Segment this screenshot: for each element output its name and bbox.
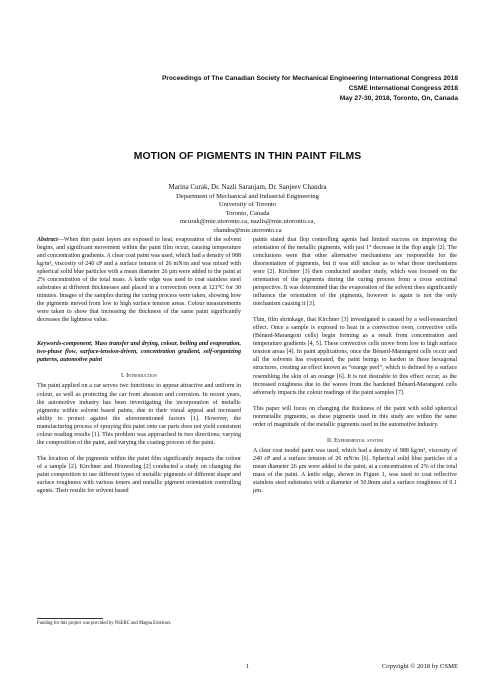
paper-title: MOTION OF PIGMENTS IN THIN PAINT FILMS	[133, 151, 362, 162]
keywords: Keywords-component; Mass transfer and drying, colour, boiling and evaporation, two-phase flow, surface-tension-driven, concentration gradient, self-organizing patterns, automotive paint	[37, 341, 241, 364]
body-paragraph-3: This paper will focus on changing the thickness of the paint with solid spherical nonmetallic pigments, as these pigments used in this study are within the same order of magnitude of the metallic pigments used in the automotive industry.	[253, 405, 457, 428]
intro-heading: I. Introduction	[121, 373, 157, 380]
header-line-3: May 27-30, 2018, Toronto, On, Canada	[339, 95, 458, 102]
body-paragraph-4: A clear coat model paint was used, which had a density of 988 kg/m³, viscosity of 240 cP and a surface tension of 26 mN/m [6]. Spherical solid blue particles of a mean diameter 26 μm were added to the paint, at a concentration of 2% of the total mass of the paint. A knife edge, shown in Figure 1, was used to coat reflective stainless steel substrates with a diameter of 50.8mm and a surface roughness of 0.1 μm.	[253, 447, 457, 494]
author-names: Marina Curak, Dr. Nazli Saranjam, Dr. Sanjeev Chandra	[168, 183, 327, 191]
left-column	[37, 236, 241, 495]
abstract-label: Abstract	[37, 237, 58, 243]
author-emails-1: mcurak@mie.utoronto.ca, nazlis@mie.utoronto.ca,	[179, 218, 315, 226]
abstract	[37, 236, 241, 324]
intro-paragraph-2: The location of the pigments within the paint film significantly impacts the colour of a sample [2]. Kirchner and Houweling [2] conducted a study on changing the paint composition to use different types of metallic pigments of different shape and surface roughness with various toners and metallic pigment orientation controlling agents. Their results for solvent based	[37, 455, 241, 494]
proceedings-header	[162, 74, 458, 104]
author-block	[0, 183, 495, 236]
author-department: Department of Mechanical and Industrial Engineering	[176, 192, 319, 200]
right-column	[253, 236, 457, 495]
body-paragraph-1: paints stated that flop controlling agents had limited success on improving the orientation of the metallic pigments, with just 1° decrease in the flop angle [2]. The conclusions were that other alternative mechanisms are responsible for the disorientation of pigments, but it was still unclear as to what those mechanisms were [2]. Kirchner [3] then conducted another study, which was focused on the orientation of the pigments during the curing process from a cross sectional perspective. It was determined that the evaporation of the solvent does significantly influence the orientation of the pigments, however is again is not the only mechanism causing it [3].	[253, 237, 457, 308]
intro-paragraph-1: The paint applied on a car serves two functions: to appear attractive and uniform in colour, as well as protecting the car from abrasion and corrosion. In recent years, the automotive industry has been investigating the incorporation of metallic pigments within solvent based paints, due to their visual appeal and increased ability to protect against the aforementioned factors [1]. However, the manufacturing process of spraying this paint onto car parts does not yield consistent colour reading results [1]. This problem was approached in two directions; varying the composition of the paint, and varying the coating process of the paint.	[37, 383, 241, 446]
page-number: 1	[245, 663, 250, 670]
header-line-2: CSME International Congress 2018	[348, 85, 458, 92]
body-paragraph-2: Thin, film shrinkage, that Kirchner [3] investigated is caused by a well-researched effect. Once a sample is exposed to heat in a convection oven, convective cells (Bénard-Marangoni cells) begin forming as a result from concentration and temperature gradients [4, 5]. These convective cells move from low to high surface tension areas [4]. In paint applications, once the Bénard-Marangoni cells occur and all the solvents has evaporated, the paint beings to harden in these hexagonal structures, creating an effect known as “orange peel”, which is defined by a surface resembling the skin of an orange [6]. It is not desirable to this effect occur, as the increased roughness due to the waves from the hardened Bénard-Marangoni cells adversely impacts the colour readings of the paint samples [7].	[253, 317, 457, 396]
footnote: Funding for this project was provided by NSERC and Magna Exteriors.	[37, 621, 172, 626]
header-line-1: Proceedings of The Canadian Society for Mechanical Engineering International Congress 2018	[161, 75, 458, 82]
abstract-text: —When thin paint layers are exposed to heat, evaporation of the solvent begins, and significant movement within the paint film occur, causing temperature and concentration gradients. A clear coat paint was used, which had a density of 988 kg/m³, viscosity of 240 cP and a surface tension of 26 mN/m and was mixed with spherical solid blue particles with a mean diameter 26 μm were added to the paint at 2% concentration of the total mass. A knife edge was used to coat stainless steel substrates at different thicknesses and placed in a convection oven at 121°C for 30 minutes. Images of the samples during the curing process were taken, showing how the pigments moved from low to high surface tension areas. Colour measurements were taken to show that increasing the thickness of the same paint significantly decreases the lightness value.	[37, 237, 241, 324]
experimental-heading: II. Experimental system	[327, 437, 383, 444]
footnote-divider	[37, 618, 103, 619]
copyright: Copyright © 2018 by CSME	[381, 663, 458, 670]
author-emails-2: chandra@mie.utoronto.ca	[213, 226, 282, 234]
author-city: Toronto, Canada	[225, 209, 270, 217]
author-university: University of Toronto	[218, 201, 277, 209]
